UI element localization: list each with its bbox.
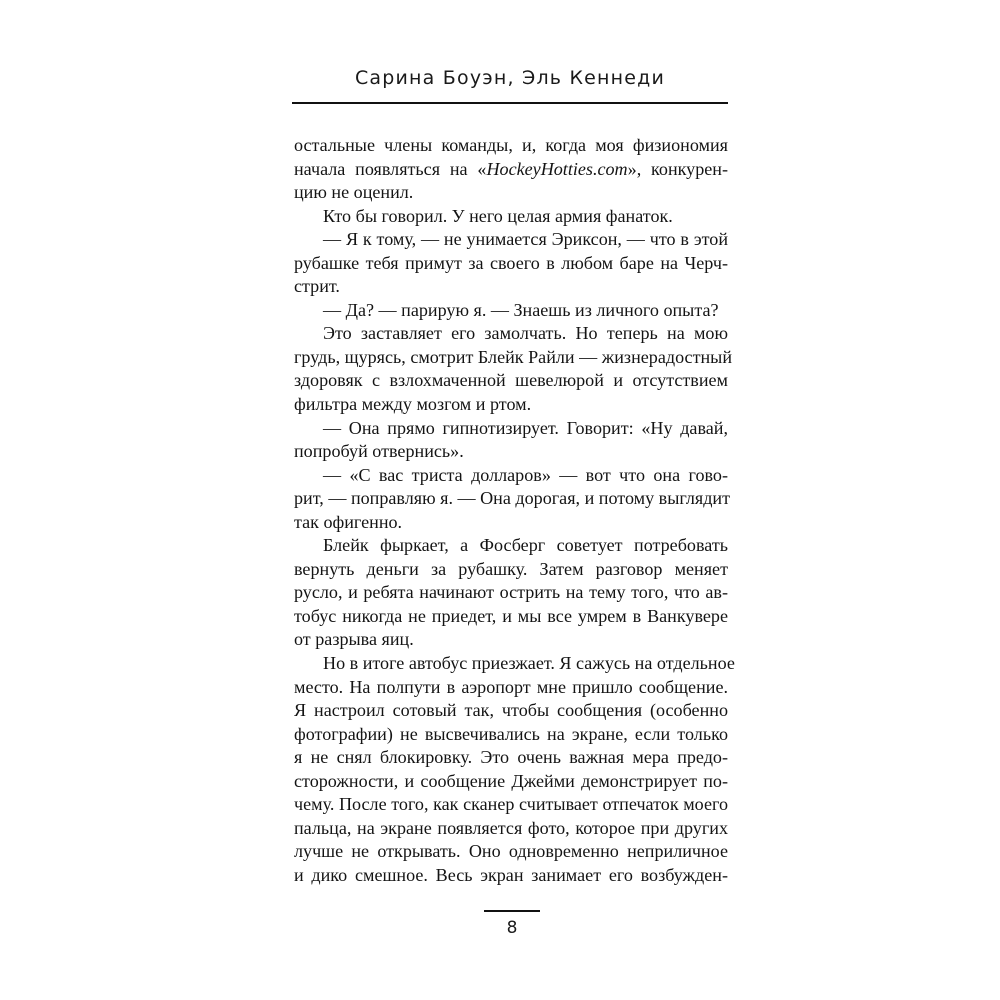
page-number: 8 — [506, 918, 518, 938]
text-line: Это заставляет его замолчать. Но теперь на мою — [323, 323, 728, 344]
paragraph — [294, 652, 735, 887]
text-line: здоровяк с взлохмаченной шевелюрой и отсутствием — [294, 370, 728, 391]
paragraph — [294, 299, 728, 323]
text-line: Блейк фыркает, а Фосберг советует потребовать — [323, 535, 728, 556]
text-line: остальные члены команды, и, когда моя физиономия — [294, 135, 728, 155]
text-line: от разрыва яиц. — [294, 629, 414, 650]
text-line: начала появляться на «HockeyHotties.com», конкурен- — [294, 158, 729, 179]
running-title: Сарина Боуэн, Эль Кеннеди — [354, 67, 666, 89]
text-line: — «С вас триста долларов» — вот что она гово- — [323, 464, 728, 485]
text-line: цию не оценил. — [294, 182, 414, 203]
paragraph — [294, 322, 733, 416]
text-line: вернуть деньги за рубашку. Затем разговор меняет — [294, 558, 728, 579]
paragraph — [294, 464, 731, 535]
paragraph — [294, 134, 728, 205]
text-line: и дико смешное. Весь экран занимает его возбужден- — [294, 864, 728, 885]
footer-rule — [484, 910, 540, 912]
text-line: сторожности, и сообщение Джейми демонстрирует по- — [294, 770, 728, 791]
text-line: тобус никогда не приедет, и мы все умрем в Ванкувере — [294, 605, 728, 626]
text-line: пальца, на экране появляется фото, которое при других — [294, 817, 728, 838]
text-line: Я настроил сотовый так, чтобы сообщения (особенно — [294, 700, 728, 721]
text-line: так офигенно. — [294, 511, 403, 532]
paragraph — [294, 534, 728, 652]
site-name: HockeyHotties.com — [486, 158, 628, 179]
body-text — [294, 134, 735, 888]
text-line: я не снял блокировку. Это очень важная мера предо- — [294, 747, 728, 768]
running-header — [292, 64, 728, 92]
text-line: фотографии) не высвечивались на экране, если только — [294, 723, 728, 744]
text-line: грудь, щурясь, смотрит Блейк Райли — жизнерадостный — [294, 346, 733, 367]
text-line: рит, — поправляю я. — Она дорогая, и потому выглядит — [294, 488, 731, 509]
text-line: — Да? — парирую я. — Знаешь из личного опыта? — [323, 299, 719, 320]
header-rule — [292, 102, 728, 104]
text-line: — Она прямо гипнотизирует. Говорит: «Ну давай, — [323, 417, 728, 438]
text-line: чему. После того, как сканер считывает отпечаток моего — [294, 794, 728, 815]
text-line: Но в итоге автобус приезжает. Я сажусь на отдельное — [323, 653, 735, 674]
text-line: место. На полпути в аэропорт мне пришло сообщение. — [294, 676, 728, 697]
text-line: рубашке тебя примут за своего в любом баре на Черч- — [294, 252, 728, 273]
text-line: русло, и ребята начинают острить на тему того, что ав- — [294, 582, 728, 603]
paragraph — [294, 417, 728, 464]
text-line: — Я к тому, — не унимается Эриксон, — что в этой — [323, 229, 728, 250]
text-line: Кто бы говорил. У него целая армия фанаток. — [323, 205, 673, 226]
text-line: стрит. — [294, 276, 340, 297]
text-line: лучше не открывать. Оно одновременно неприличное — [294, 841, 728, 862]
paragraph — [294, 228, 728, 299]
text-line: попробуй отвернись». — [294, 441, 464, 462]
paragraph — [294, 205, 728, 229]
text-line: фильтра между мозгом и ртом. — [294, 394, 532, 415]
